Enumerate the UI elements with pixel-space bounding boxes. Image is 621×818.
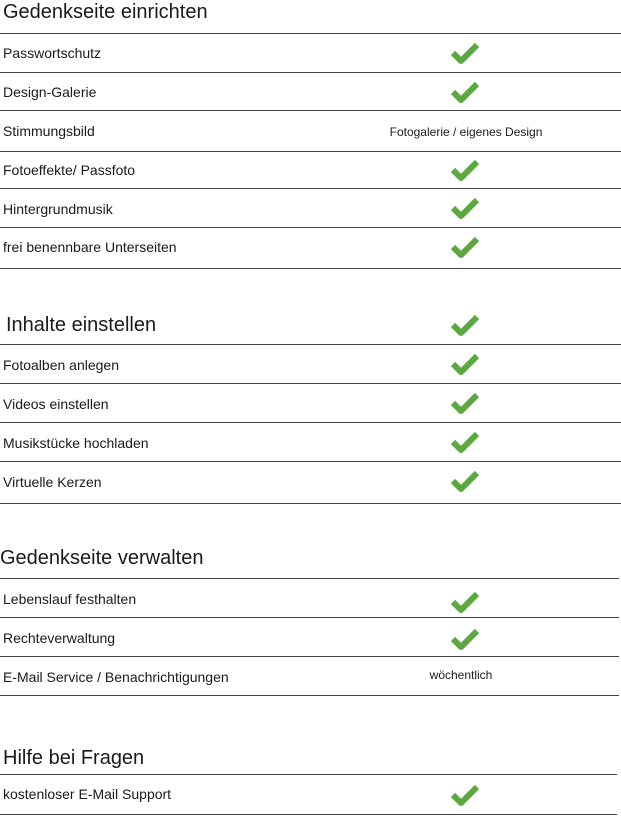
checkmark-icon [450, 352, 480, 376]
divider [0, 814, 617, 815]
checkmark-icon [450, 430, 480, 454]
checkmark-icon [450, 590, 480, 614]
section-title-inhalte-einstellen: Inhalte einstellen [6, 314, 157, 336]
row-label-fotoalben: Fotoalben anlegen [3, 357, 119, 373]
divider [0, 617, 619, 618]
checkmark-icon [450, 469, 480, 493]
checkmark-icon [450, 196, 480, 220]
row-value-email-service: wöchentlich [429, 668, 493, 682]
divider [0, 656, 619, 657]
divider [0, 503, 621, 504]
divider [0, 578, 619, 579]
checkmark-icon [450, 41, 480, 65]
divider [0, 110, 621, 111]
divider [0, 72, 621, 73]
checkmark-icon [450, 313, 480, 337]
row-label-unterseiten: frei benennbare Unterseiten [3, 239, 177, 255]
row-label-design-galerie: Design-Galerie [3, 84, 97, 100]
divider [0, 422, 621, 423]
row-label-videos: Videos einstellen [3, 396, 109, 412]
divider [0, 188, 621, 189]
divider [0, 461, 621, 462]
row-label-fotoeffekte: Fotoeffekte/ Passfoto [3, 162, 136, 178]
divider [0, 151, 621, 152]
divider [0, 227, 621, 228]
row-label-email-support: kostenloser E-Mail Support [3, 786, 172, 802]
row-label-kerzen: Virtuelle Kerzen [3, 474, 102, 490]
row-label-hintergrundmusik: Hintergrundmusik [3, 201, 113, 217]
checkmark-icon [450, 235, 480, 259]
checkmark-icon [450, 627, 480, 651]
row-label-email-service: E-Mail Service / Benachrichtigungen [3, 669, 229, 685]
section-title-gedenkseite-verwalten: Gedenkseite verwalten [0, 547, 204, 569]
row-label-stimmungsbild: Stimmungsbild [3, 123, 95, 139]
checkmark-icon [450, 158, 480, 182]
row-value-stimmungsbild: Fotogalerie / eigenes Design [389, 125, 543, 139]
row-label-rechteverwaltung: Rechteverwaltung [3, 630, 116, 646]
divider [0, 33, 621, 34]
divider [0, 695, 619, 696]
checkmark-icon [450, 391, 480, 415]
divider [0, 774, 617, 775]
checkmark-icon [450, 80, 480, 104]
row-label-musikstuecke: Musikstücke hochladen [3, 435, 149, 451]
checkmark-icon [450, 783, 480, 807]
divider [0, 383, 621, 384]
divider [0, 268, 621, 269]
divider [0, 344, 621, 345]
row-label-lebenslauf: Lebenslauf festhalten [3, 591, 137, 607]
section-title-gedenkseite-einrichten: Gedenkseite einrichten [3, 1, 208, 23]
row-label-passwortschutz: Passwortschutz [3, 45, 102, 61]
section-title-hilfe: Hilfe bei Fragen [3, 747, 145, 769]
